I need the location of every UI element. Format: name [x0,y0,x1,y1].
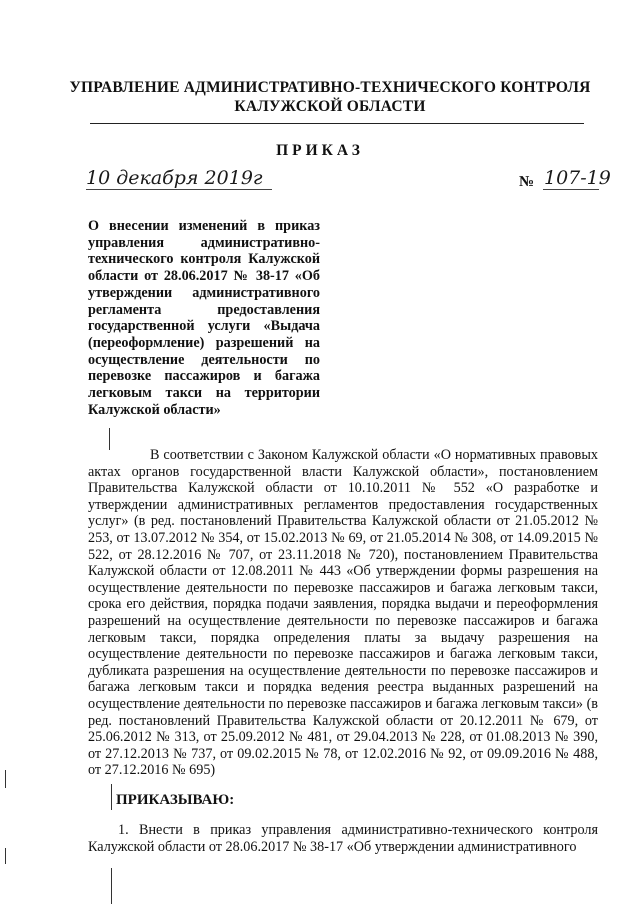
number-underline [543,189,599,190]
document-header [60,78,600,116]
margin-mark [111,784,112,810]
order-item-1: 1. Внести в приказ управления административно-технического контроля Калужской области от 28.06.2017 № 38-17 «Об утверждении административного [88,822,598,855]
document-type-title: ПРИКАЗ [276,142,364,159]
header-line-1: УПРАВЛЕНИЕ АДМИНИСТРАТИВНО-ТЕХНИЧЕСКОГО КОНТРОЛЯ [69,79,591,96]
preamble-paragraph: В соответствии с Законом Калужской области «О нормативных правовых актах органов государственной власти Калужской области», постановлением Правительства Калужской области от 10.10.2011 № 552 «О разработке и утверждении административных регламентов предоставления государственных услуг» (в ред. постановлений Правительства Калужской области от 21.05.2012 № 253, от 13.07.2012 № 354, от 15.02.2013 № 69, от 21.05.2014 № 308, от 14.09.2015 № 522, от 28.12.2016 № 707, от 23.11.2018 № 720), постановлением Правительства Калужской области от 12.08.2011 № 443 «Об утверждении формы разрешения на осуществление деятельности по перевозке пассажиров и багажа легковым такси, срока его действия, порядка подачи заявления, порядка выдачи и переоформления разрешений на осуществление деятельности по перевозке пассажиров и багажа легковым такси, порядка определения платы за выдачу разрешения на осуществление деятельности по перевозке пассажиров и багажа легковым такси, дубликата разрешения на осуществление деятельности по перевозке пассажиров и багажа легковым такси и порядка ведения реестра выданных разрешений на осуществление деятельности по перевозке пассажиров и багажа легковым такси» (в ред. постановлений Правительства Калужской области от 20.12.2011 № 679, от 25.06.2012 № 313, от 25.09.2012 № 481, от 29.04.2013 № 228, от 01.08.2013 № 390, от 27.12.2013 № 737, от 09.02.2015 № 78, от 12.02.2016 № 92, от 09.09.2016 № 488, от 27.12.2016 № 695) [88,447,598,779]
handwritten-number: 107-19 [544,167,611,189]
number-label: № [519,174,535,190]
margin-mark [111,868,112,904]
date-underline [86,189,272,190]
order-directive: ПРИКАЗЫВАЮ: [116,792,235,808]
scan-edge-mark [5,848,6,864]
scan-edge-mark [5,770,6,788]
header-line-2: КАЛУЖСКОЙ ОБЛАСТИ [234,98,426,115]
order-subject: О внесении изменений в приказ управления административно-технического контроля Калужской области от 28.06.2017 № 38-17 «Об утверждении административного регламента предоставления государственной услуги «Выдача (переоформление) разрешений на осуществление деятельности по перевозке пассажиров и багажа легковым такси на территории Калужской области» [88,218,320,418]
handwritten-date: 10 декабря 2019г [86,167,263,189]
header-divider [90,123,584,124]
